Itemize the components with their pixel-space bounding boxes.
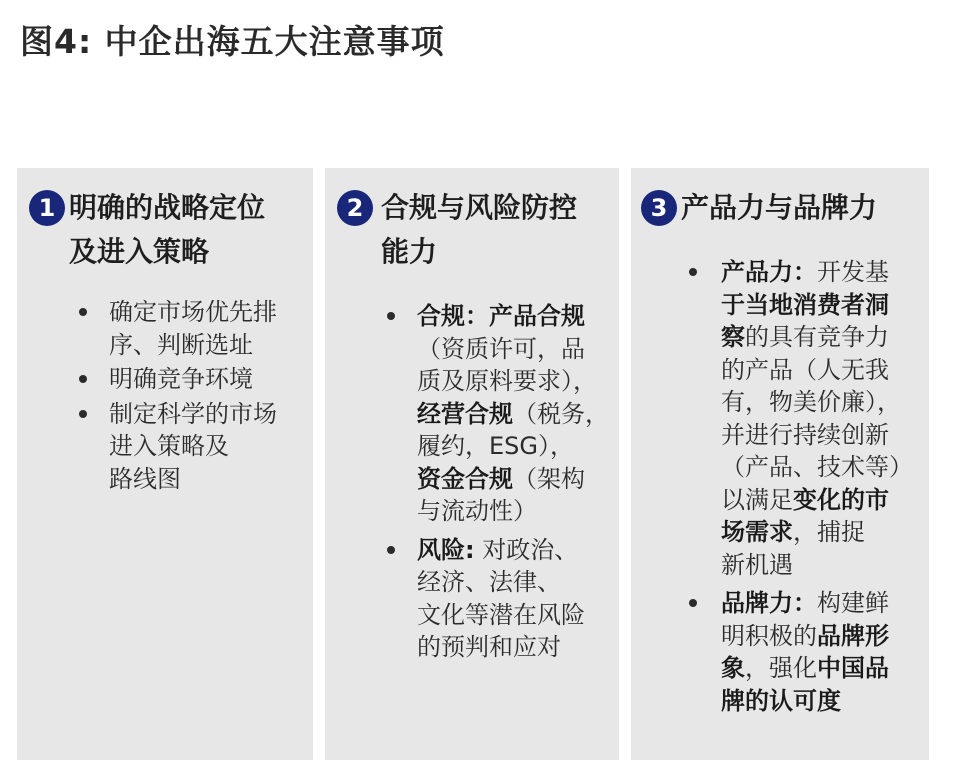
list-item: 明确竞争环境 xyxy=(17,363,313,396)
bullet-icon xyxy=(79,410,87,418)
bullet-icon xyxy=(689,599,697,607)
list-item: 风险: 对政治、 经济、法律、 文化等潜在风险 的预判和应对 xyxy=(325,534,619,664)
list-item: 合规：产品合规 （资质许可，品 质及原料要求）， 经营合规（税务， 履约，ESG）， 资金合规（架构 与流动性） xyxy=(325,300,619,528)
panel-product-brand xyxy=(631,168,929,760)
bullet-icon xyxy=(689,268,697,276)
panel-compliance xyxy=(325,168,619,760)
number-badge: 3 xyxy=(641,190,677,226)
panel-header xyxy=(17,186,313,274)
number-badge: 2 xyxy=(337,190,373,226)
panel-title: 产品力与品牌力 xyxy=(681,191,878,224)
panel-header xyxy=(325,186,619,274)
panel-strategy xyxy=(17,168,313,760)
figure-title: 图4: 中企出海五大注意事项 xyxy=(20,22,445,61)
panel-header xyxy=(631,186,929,230)
bullet-list xyxy=(17,296,313,495)
panel-title: 合规与风险防控 能力 xyxy=(381,191,578,268)
bullet-list xyxy=(631,256,929,717)
bullet-icon xyxy=(79,308,87,316)
list-item: 制定科学的市场 进入策略及 路线图 xyxy=(17,398,313,496)
bullet-icon xyxy=(387,312,395,320)
number-badge: 1 xyxy=(29,190,65,226)
bullet-icon xyxy=(79,375,87,383)
list-item: 品牌力：构建鲜 明积极的品牌形 象，强化中国品 牌的认可度 xyxy=(631,587,929,717)
bullet-icon xyxy=(387,546,395,554)
bullet-list xyxy=(325,300,619,664)
list-item: 确定市场优先排 序、判断选址 xyxy=(17,296,313,361)
panel-title: 明确的战略定位 及进入策略 xyxy=(69,191,266,268)
list-item: 产品力：开发基 于当地消费者洞 察的具有竞争力 的产品（人无我 有，物美价廉）， 并进行持续创新 （产品、技术等） 以满足变化的市 场需求，捕捉 新机遇 xyxy=(631,256,929,581)
